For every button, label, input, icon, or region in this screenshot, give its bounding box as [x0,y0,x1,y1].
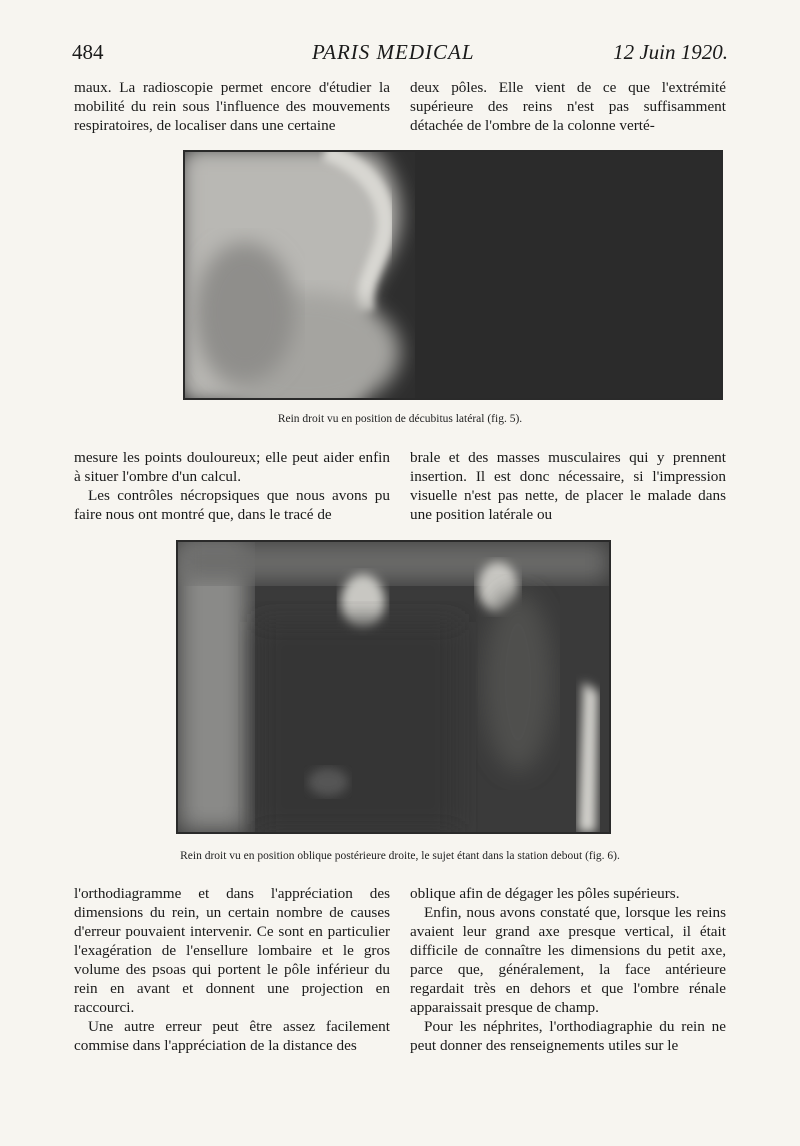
issue-date: 12 Juin 1920. [613,40,728,64]
radiograph-kidney-lateral [185,152,721,398]
paragraph: maux. La radioscopie permet encore d'étudier la mobilité du rein sous l'influence des mouvements respiratoires, de localiser dans une certaine [74,79,390,134]
paragraph: l'orthodiagramme et dans l'appréciation des dimensions du rein, un certain nombre de causes d'erreur pouvaient intervenir. Ce sont en particulier l'exagération de l'ensellure lombaire et le gros volume des psoas qui portent le pôle inférieur du rein en avant et donnent une projection en raccourci. [74,885,390,1016]
paragraph: Enfin, nous avons constaté que, lorsque les reins avaient leur grand axe presque vertical, il était difficile de connaître les dimensions du petit axe, parce que, généralement, la face antérieure regardait très en dehors et que l'ombre rénale apparaissait presque de champ. [410,904,726,1016]
column-right-block-1 [410,78,726,135]
column-left-block-1 [74,78,390,135]
column-right-block-2 [410,448,726,524]
paragraph: Pour les néphrites, l'orthodiagraphie du rein ne peut donner des renseignements utiles sur le [410,1018,726,1054]
paragraph: Les contrôles nécropsiques que nous avons pu faire nous ont montré que, dans le tracé de [74,487,390,523]
journal-title: PARIS MEDICAL [312,40,475,64]
paragraph: mesure les points douloureux; elle peut aider enfin à situer l'ombre d'un calcul. [74,449,390,485]
column-left-block-3 [74,884,390,1055]
column-left-block-2 [74,448,390,524]
paragraph: deux pôles. Elle vient de ce que l'extrémité supérieure des reins n'est pas suffisamment détachée de l'ombre de la colonne verté- [410,79,726,134]
page-number: 484 [72,40,104,64]
figure-6-radiograph [176,540,611,834]
figure-5-caption: Rein droit vu en position de décubitus latéral (fig. 5). [277,413,523,425]
column-right-block-3 [410,884,726,1055]
radiograph-kidney-oblique [178,542,609,832]
figure-6-caption: Rein droit vu en position oblique postérieure droite, le sujet étant dans la station debout (fig. 6). [180,850,620,862]
page-header [72,40,728,68]
paragraph: oblique afin de dégager les pôles supérieurs. [410,885,680,902]
paragraph: brale et des masses musculaires qui y prennent insertion. Il est donc nécessaire, si l'impression visuelle n'est pas nette, de placer le malade dans une position latérale ou [410,449,726,523]
paragraph: Une autre erreur peut être assez facilement commise dans l'appréciation de la distance des [74,1018,390,1054]
figure-5-radiograph [183,150,723,400]
